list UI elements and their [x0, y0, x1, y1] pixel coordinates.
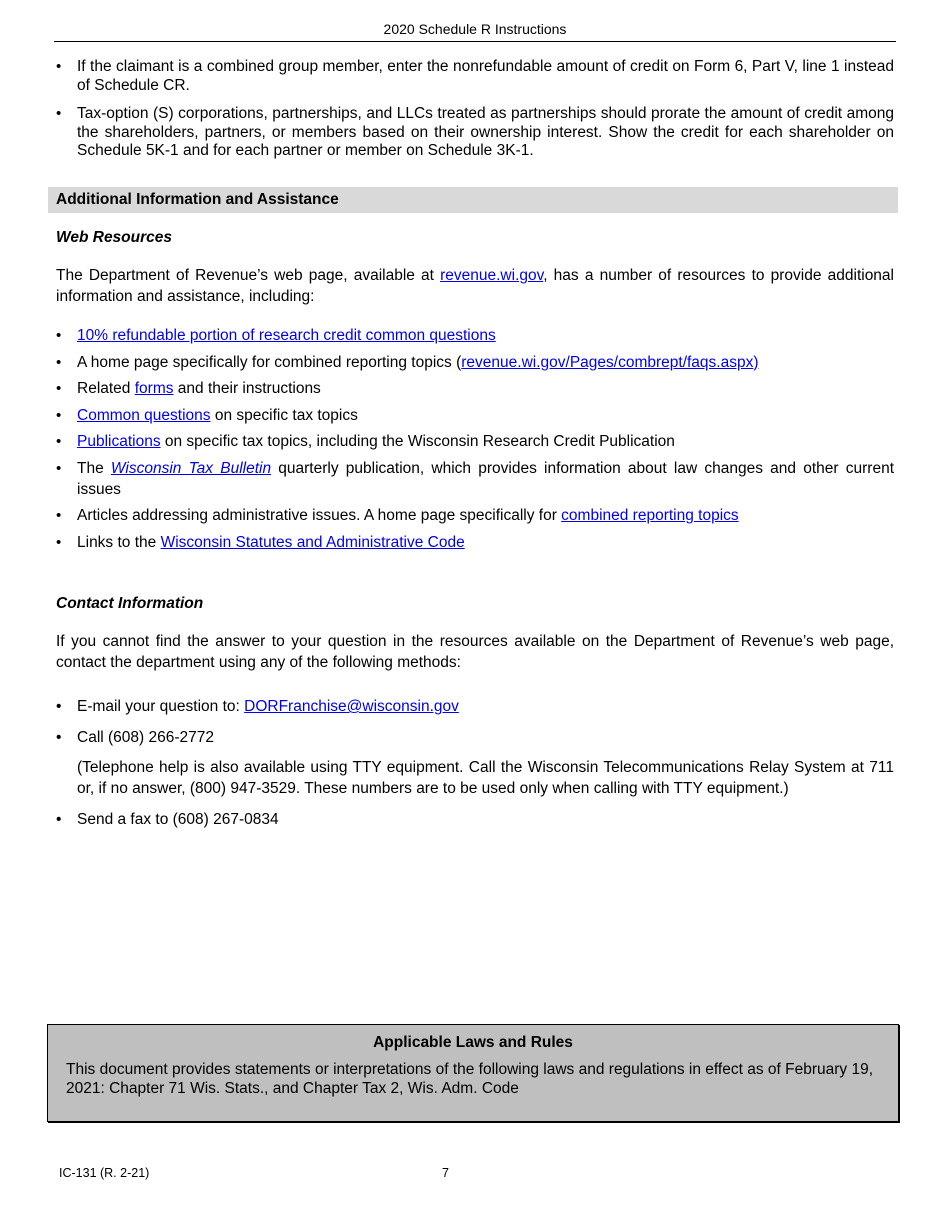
list-item: • The Wisconsin Tax Bulletin quarterly publication, which provides information about law changes and other current issues	[56, 458, 894, 500]
list-item: • Related forms and their instructions	[56, 378, 894, 399]
list-item	[56, 325, 894, 346]
web-resources-list	[56, 325, 894, 558]
applicable-laws-box	[47, 1024, 899, 1122]
web-resources-heading: Web Resources	[56, 229, 173, 246]
form-id: IC-131 (R. 2-21)	[59, 1166, 150, 1180]
common-questions-link[interactable]: Common questions	[77, 406, 211, 424]
tax-bulletin-link[interactable]: Wisconsin Tax Bulletin	[110, 459, 272, 477]
laws-title: Applicable Laws and Rules	[373, 1034, 573, 1051]
list-item: • Publications on specific tax topics, including the Wisconsin Research Credit Publication	[56, 431, 894, 452]
list-item: • E-mail your question to: DORFranchise@wisconsin.gov	[56, 696, 894, 717]
list-item: • Call (608) 266-2772 (Telephone help is also available using TTY equipment. Call the Wisconsin Telecommunications Relay System at 711 or, if no answer, (800) 947-3529. These numbers are to be used only when calling with TTY equipment.)	[56, 727, 894, 799]
page-header: 2020 Schedule R Instructions	[54, 21, 896, 42]
section-heading: Additional Information and Assistance	[48, 187, 898, 213]
list-item: • Articles addressing administrative issues. A home page specifically for combined reporting topics	[56, 505, 894, 526]
revenue-site-link[interactable]: revenue.wi.gov	[440, 267, 544, 284]
email-link[interactable]: DORFranchise@wisconsin.gov	[244, 698, 459, 715]
research-credit-questions-link[interactable]: 10% refundable portion of research credit common questions	[77, 327, 496, 344]
list-item: • Common questions on specific tax topics	[56, 405, 894, 426]
list-item: • Send a fax to (608) 267-0834	[56, 809, 894, 830]
statutes-code-link[interactable]: Wisconsin Statutes and Administrative Code	[160, 533, 465, 551]
list-item: • A home page specifically for combined reporting topics (revenue.wi.gov/Pages/combrept/faqs.aspx)	[56, 352, 894, 373]
list-item: • If the claimant is a combined group member, enter the nonrefundable amount of credit on Form 6, Part V, line 1 instead of Schedule CR.	[56, 58, 894, 95]
contact-info-heading: Contact Information	[56, 595, 204, 612]
list-item: • Tax-option (S) corporations, partnerships, and LLCs treated as partnerships should prorate the amount of credit among the shareholders, partners, or members based on their ownership interest. Show the credit for each shareholder on Schedule 5K-1 and for each partner or member on Schedule 3K-1.	[56, 105, 894, 161]
contact-intro: If you cannot find the answer to your question in the resources available on the Department of Revenue’s web page, contact the department using any of the following methods:	[56, 633, 894, 671]
page-number: 7	[442, 1166, 449, 1180]
credit-notes-list	[56, 58, 894, 171]
contact-methods-list	[56, 696, 894, 830]
publications-link[interactable]: Publications	[77, 433, 161, 450]
laws-body: This document provides statements or interpretations of the following laws and regulations in effect as of February 19, 2021: Chapter 71 Wis. Stats., and Chapter Tax 2, Wis. Adm. Code	[66, 1061, 874, 1097]
combined-reporting-link[interactable]: combined reporting topics	[561, 507, 739, 524]
list-item: • Links to the Wisconsin Statutes and Administrative Code	[56, 532, 894, 553]
tty-note: (Telephone help is also available using TTY equipment. Call the Wisconsin Telecommunications Relay System at 711 or, if no answer, (800) 947-3529. These numbers are to be used only when calling with TTY equipment.)	[77, 759, 894, 797]
forms-link[interactable]: forms	[134, 380, 174, 397]
combrept-faqs-link[interactable]: revenue.wi.gov/Pages/combrept/faqs.aspx	[461, 353, 754, 371]
web-resources-intro: The Department of Revenue’s web page, available at revenue.wi.gov, has a number of resources to provide additional information and assistance, including:	[56, 267, 894, 305]
